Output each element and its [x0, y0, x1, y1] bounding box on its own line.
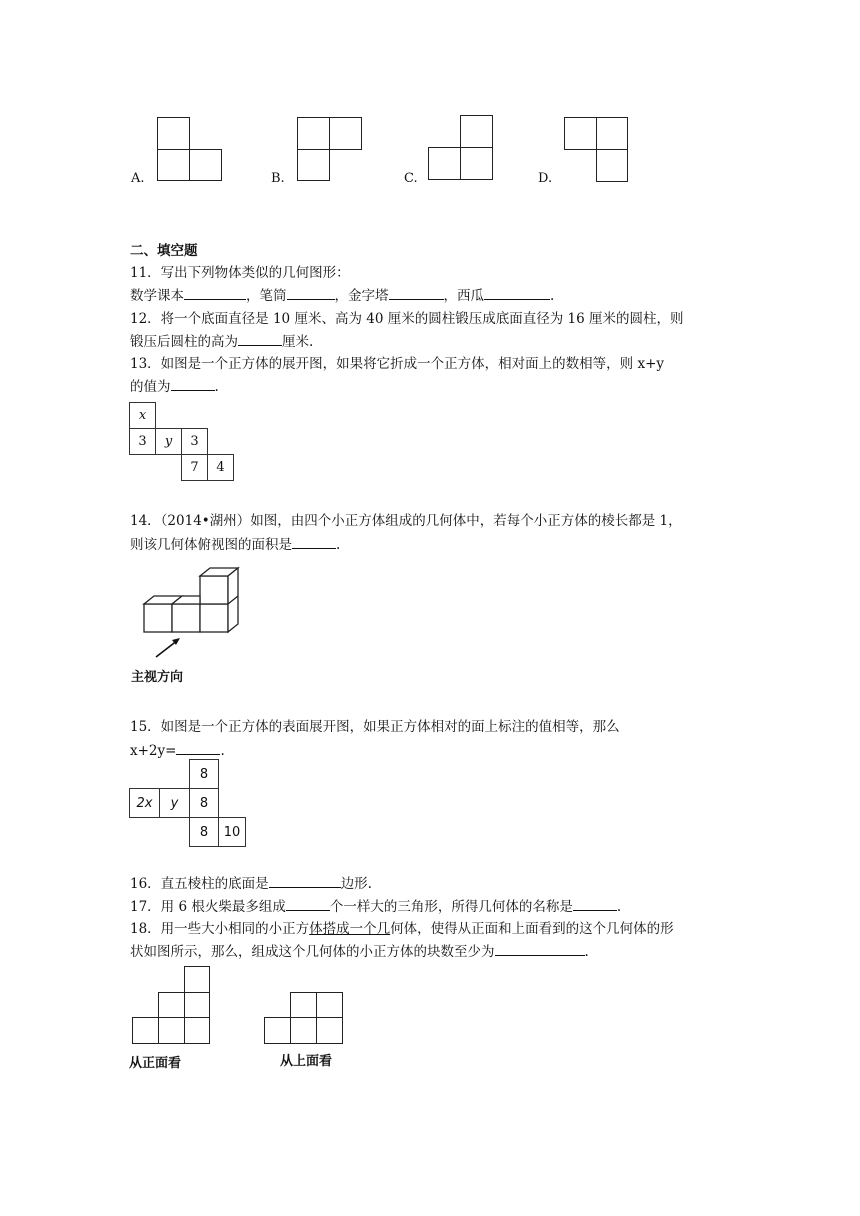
- q15-net-cell: y: [159, 788, 190, 818]
- front-view-square: [184, 1017, 210, 1044]
- q14-caption: 主视方向: [131, 670, 184, 685]
- q11-item2: ，笔筒: [246, 288, 287, 304]
- q11-item1: 数学课本: [130, 288, 184, 304]
- q15-end: .: [220, 743, 225, 759]
- front-view-square: [132, 1017, 159, 1044]
- option-a-square: [189, 149, 222, 181]
- q18-text-b: 何体，使得从正面和上面看到的这个几何体的形: [390, 921, 674, 937]
- front-view-square: [158, 1017, 185, 1044]
- q15-net-cell: 8: [189, 788, 219, 818]
- q15-net-cell: 10: [218, 817, 246, 847]
- q16-end: 边形.: [340, 876, 372, 892]
- option-b-square: [297, 149, 330, 181]
- q13-text: 的值为: [130, 379, 171, 395]
- q17-blank-2: [573, 896, 617, 911]
- q13-net-cell: 3: [181, 428, 208, 455]
- q14-line1: 14．（2014•湖州）如图，由四个小正方体组成的几何体中，若每个小正方体的棱长都是 1，: [130, 513, 682, 529]
- q15-net-cell: 8: [189, 759, 219, 789]
- top-view-square: [264, 1017, 291, 1044]
- q11-item4: ，西瓜: [443, 288, 484, 304]
- q18-blank: [495, 941, 585, 956]
- option-b-square: [329, 117, 362, 150]
- q11-line2: [130, 285, 554, 307]
- q13-line1: 13．如图是一个正方体的展开图，如果将它折成一个正方体，相对面上的数相等，则 x+y: [130, 356, 665, 372]
- option-d-label: D.: [538, 171, 553, 186]
- q15-net-cell: 2x: [129, 788, 160, 818]
- q11-blank-4: [484, 285, 550, 300]
- q18-line2: [130, 941, 589, 963]
- q12-line2: [130, 331, 313, 353]
- q15-text: x+2y=: [130, 743, 177, 759]
- q17-end: .: [616, 899, 622, 915]
- q13-net-cell: y: [155, 428, 182, 455]
- q14-blank: [292, 534, 336, 549]
- q11-blank-2: [287, 285, 335, 300]
- q13-end: .: [214, 379, 219, 395]
- option-c-square: [460, 115, 493, 148]
- q16-blank: [269, 873, 341, 888]
- option-d-square: [596, 117, 628, 150]
- q16-line: [130, 873, 372, 895]
- q11-blank-1: [184, 285, 246, 300]
- q18-text-a: 18．用一些大小相同的小正方: [130, 921, 310, 937]
- front-view-square: [158, 992, 185, 1018]
- q14-line2: [130, 534, 340, 556]
- q18-text-c: 状如图所示，那么，组成这个几何体的小正方体的块数至少为: [130, 944, 495, 960]
- q13-net-cell: 7: [181, 454, 208, 481]
- front-view-square: [184, 966, 210, 993]
- option-a-label: A.: [131, 171, 145, 186]
- option-b-square: [297, 117, 330, 150]
- q14-text: 则该几何体俯视图的面积是: [130, 537, 292, 553]
- q14-end: .: [336, 537, 341, 553]
- q18-front-caption: 从正面看: [129, 1056, 182, 1071]
- option-d-square: [596, 149, 628, 182]
- q13-net-cell: 4: [207, 454, 234, 481]
- q12-line1: 12．将一个底面直径是 10 厘米、高为 40 厘米的圆柱锻压成底面直径为 16 厘米的圆柱，则: [130, 311, 684, 327]
- top-view-square: [316, 1017, 343, 1044]
- q16-text: 16．直五棱柱的底面是: [130, 876, 269, 892]
- q18-text-underlined: 体搭成一个几: [309, 921, 391, 937]
- q13-net-cell: 3: [129, 428, 156, 455]
- q18-line1: [130, 918, 674, 940]
- q15-blank: [176, 740, 220, 755]
- q12-unit: 厘米.: [282, 334, 314, 350]
- option-c-label: C.: [404, 171, 418, 186]
- q13-blank: [171, 376, 215, 391]
- top-view-square: [290, 1017, 317, 1044]
- q13-net-cell: x: [129, 402, 156, 429]
- front-view-square: [184, 992, 210, 1018]
- q14-cube-figure: [128, 562, 253, 662]
- q18-end: .: [584, 944, 589, 960]
- q17-text-a: 17．用 6 根火柴最多组成: [130, 899, 286, 915]
- q12-text: 锻压后圆柱的高为: [130, 334, 238, 350]
- option-a-square: [157, 149, 190, 181]
- section-title: 二、填空题: [130, 243, 198, 259]
- option-a-square: [157, 117, 190, 150]
- top-view-square: [290, 992, 317, 1018]
- q12-blank: [238, 331, 282, 346]
- q17-blank-1: [286, 896, 330, 911]
- q11-item3: ，金字塔: [334, 288, 389, 304]
- option-b-label: B.: [271, 171, 285, 186]
- q15-net-cell: 8: [189, 817, 219, 847]
- q11-end: .: [550, 288, 555, 304]
- option-c-square: [428, 147, 461, 180]
- q13-line2: [130, 376, 219, 398]
- q11-line1: 11．写出下列物体类似的几何图形：: [130, 265, 350, 281]
- q17-text-b: 个一样大的三角形，所得几何体的名称是: [329, 899, 573, 915]
- q17-line: [130, 896, 621, 918]
- q11-blank-3: [389, 285, 444, 300]
- option-d-square: [564, 117, 597, 150]
- q18-top-caption: 从上面看: [280, 1054, 333, 1069]
- q15-line1: 15．如图是一个正方体的表面展开图，如果正方体相对的面上标注的值相等，那么: [130, 719, 620, 735]
- top-view-square: [316, 992, 343, 1018]
- option-c-square: [460, 147, 493, 180]
